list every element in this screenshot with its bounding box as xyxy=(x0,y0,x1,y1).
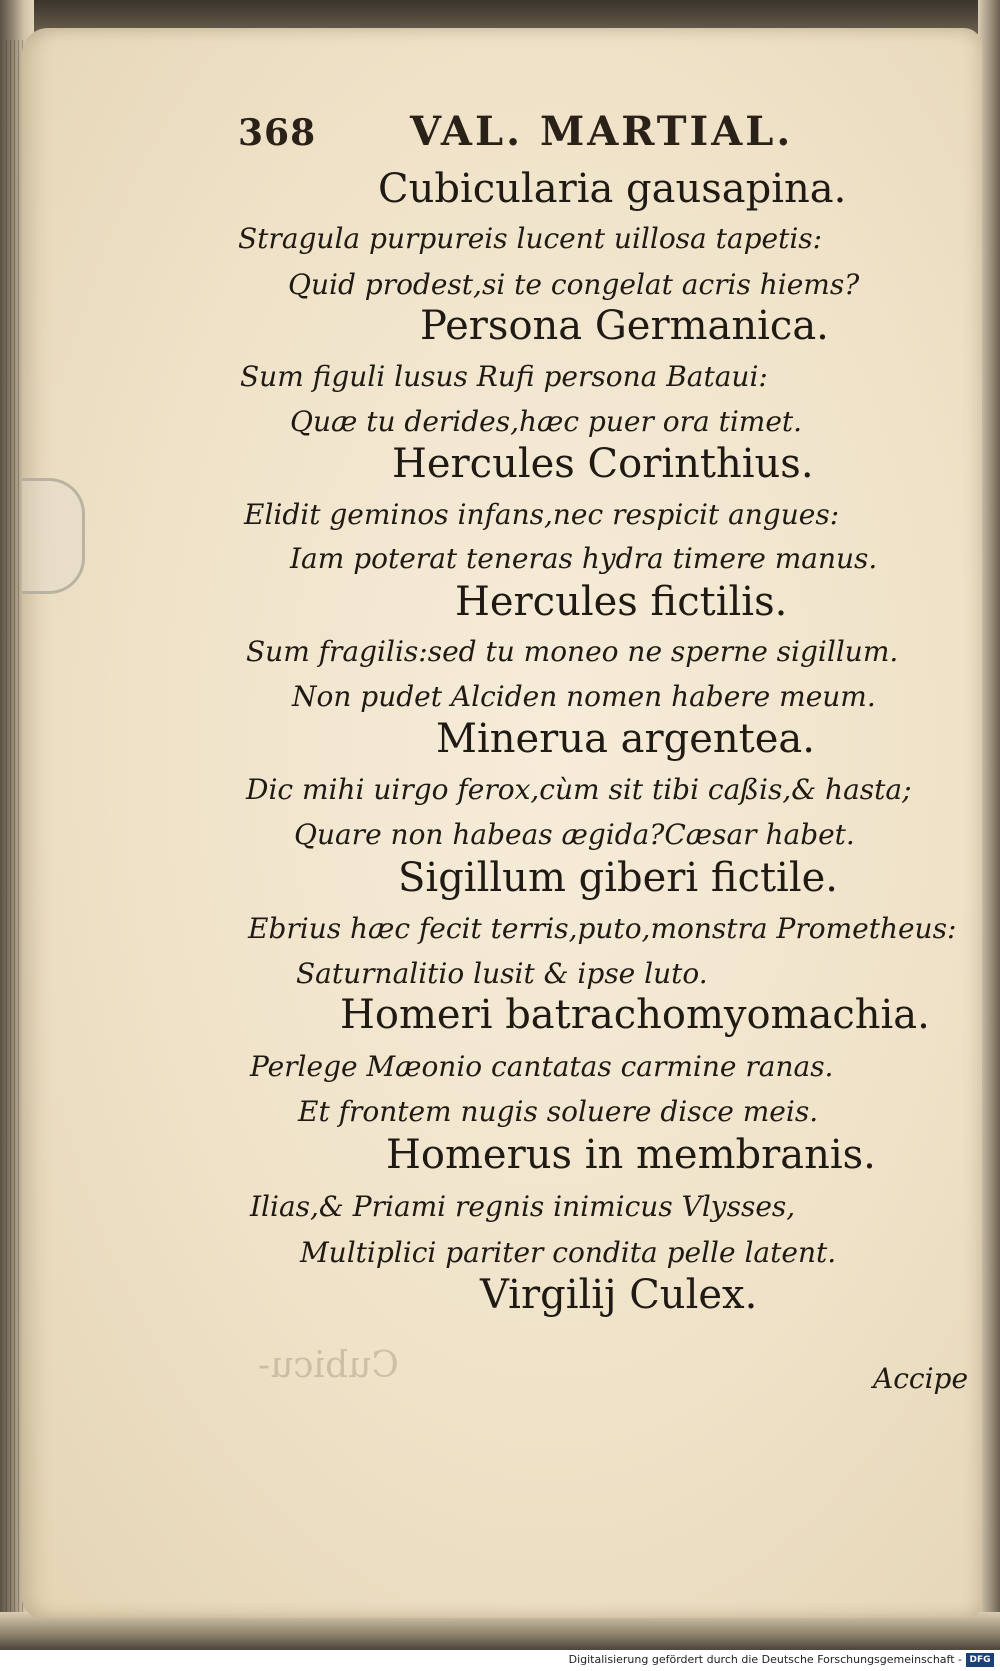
running-head: VAL. MARTIAL. xyxy=(410,108,794,155)
catchword: Accipe xyxy=(873,1362,969,1395)
verse-line: Perlege Mæonio cantatas carmine ranas. xyxy=(250,1050,834,1083)
verse-line: Quid prodest,si te congelat acris hiems? xyxy=(288,268,860,301)
entry-heading: Minerua argentea. xyxy=(436,716,815,762)
verse-line: Quæ tu derides,hæc puer ora timet. xyxy=(290,405,803,438)
verse-line: Dic mihi uirgo ferox,cùm sit tibi caßis,& hasta; xyxy=(246,773,912,806)
entry-heading: Persona Germanica. xyxy=(420,303,829,349)
entry-heading: Hercules Corinthius. xyxy=(392,441,814,487)
entry-heading: Cubicularia gausapina. xyxy=(378,166,847,212)
entry-heading: Homerus in membranis. xyxy=(386,1132,876,1178)
verse-line: Ilias,& Priami regnis inimicus Vlysses, xyxy=(250,1190,796,1223)
page-clip-mark xyxy=(22,478,85,594)
verse-line: Iam poterat teneras hydra timere manus. xyxy=(290,542,878,575)
verse-line: Sum figuli lusus Rufi persona Bataui: xyxy=(240,360,768,393)
entry-heading: Sigillum giberi fictile. xyxy=(398,855,839,901)
digitization-footer xyxy=(0,1650,1000,1671)
verse-line: Ebrius hæc fecit terris,puto,monstra Prometheus: xyxy=(248,912,957,945)
page-number: 368 xyxy=(238,112,317,154)
verse-line: Et frontem nugis soluere disce meis. xyxy=(298,1095,819,1128)
entry-heading: Homeri batrachomyomachia. xyxy=(340,992,930,1038)
verse-line: Sum fragilis:sed tu moneo ne sperne sigillum. xyxy=(246,635,899,668)
entry-heading: Virgilij Culex. xyxy=(480,1272,758,1318)
verse-line: Quare non habeas ægida?Cæsar habet. xyxy=(294,818,855,851)
bleed-through-text: Cubicu- xyxy=(258,1345,399,1386)
verse-line: Stragula purpureis lucent uillosa tapetis: xyxy=(238,222,823,255)
footer-credit: Digitalisierung gefördert durch die Deutsche Forschungsgemeinschaft - xyxy=(568,1653,962,1666)
verse-line: Multiplici pariter condita pelle latent. xyxy=(300,1236,837,1269)
dfg-logo: DFG xyxy=(966,1653,994,1667)
verse-line: Saturnalitio lusit & ipse luto. xyxy=(296,957,708,990)
verse-line: Non pudet Alciden nomen habere meum. xyxy=(292,680,876,713)
verse-line: Elidit geminos infans,nec respicit angues: xyxy=(244,498,840,531)
entry-heading: Hercules fictilis. xyxy=(455,579,788,625)
